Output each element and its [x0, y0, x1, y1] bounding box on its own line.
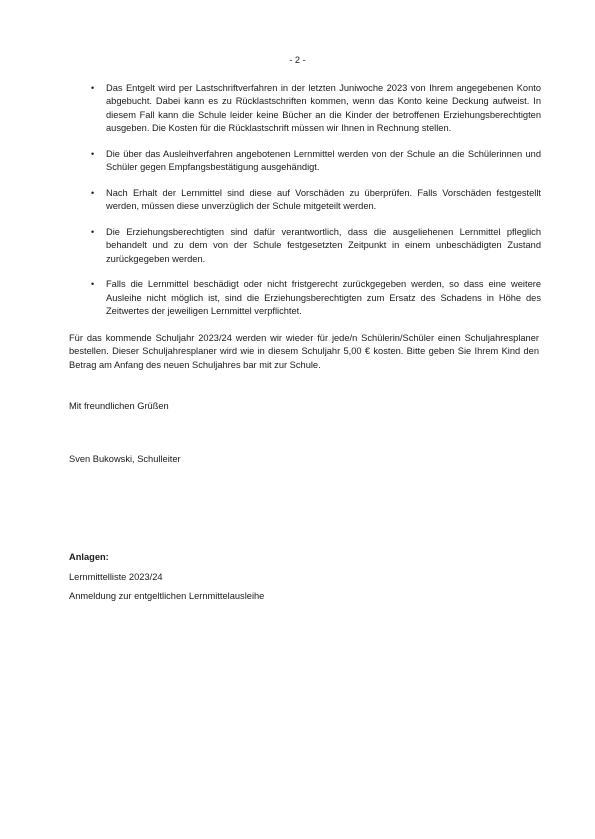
list-item: [91, 187, 541, 214]
signature: Sven Bukowski, Schulleiter: [69, 454, 181, 464]
attachments-title: Anlagen:: [69, 552, 109, 562]
page-number: - 2 -: [289, 55, 306, 65]
bullet-icon: •: [91, 279, 95, 290]
list-item: [91, 278, 541, 318]
schuljahresplaner-paragraph: Für das kommende Schuljahr 2023/24 werden wir wieder für jede/n Schülerin/Schüler einen Schuljahresplaner bestellen. Dieser Schuljahresplaner wird wie in diesem Schuljahr 5,00 € kosten. Bitte geben Sie Ihrem Kind den Betrag am Anfang des neuen Schuljahres bar mit zur Schule.: [69, 333, 539, 370]
bullet-icon: •: [91, 148, 95, 159]
bullet-list: [91, 82, 541, 331]
list-item-text: Das Entgelt wird per Lastschriftverfahren in der letzten Juniwoche 2023 von Ihrem angegebenen Konto abgebucht. Dabei kann es zu Rücklastschriften kommen, wenn das Konto keine Deckung aufweist. In diesem Fall kann die Schule leider keine Bücher an die Kinder der betroffenen Erziehungsberechtigten ausgeben. Die Kosten für die Rücklastschrift müssen wir Ihnen in Rechnung stellen.: [106, 83, 541, 134]
list-item: [91, 148, 541, 175]
list-item-text: Die Erziehungsberechtigten sind dafür verantwortlich, dass die ausgeliehenen Lernmittel pfleglich behandelt und zu dem von der Schule festgesetzten Zeitpunkt in einem unbeschädigten Zustand zurückgegeben werden.: [106, 226, 541, 264]
list-item: [91, 226, 541, 266]
list-item-text: Die über das Ausleihverfahren angebotenen Lernmittel werden von der Schule an die Schülerinnen und Schüler gegen Empfangsbestätigung ausgehändigt.: [106, 148, 541, 173]
bullet-icon: •: [91, 83, 95, 93]
closing-greeting: Mit freundlichen Grüßen: [69, 401, 169, 411]
attachment-item: Lernmittelliste 2023/24: [69, 572, 163, 582]
bullet-icon: •: [91, 226, 95, 237]
bullet-icon: •: [91, 187, 95, 198]
list-item: [91, 82, 541, 136]
attachment-item: Anmeldung zur entgeltlichen Lernmittelausleihe: [69, 591, 265, 601]
list-item-text: Falls die Lernmittel beschädigt oder nicht fristgerecht zurückgegeben werden, so dass eine weitere Ausleihe nicht möglich ist, sind die Erziehungsberechtigten zum Ersatz des Schadens in Höhe des Zeitwertes der jeweiligen Lernmittel verpflichtet.: [106, 279, 541, 317]
list-item-text: Nach Erhalt der Lernmittel sind diese auf Vorschäden zu überprüfen. Falls Vorschäden festgestellt werden, müssen diese unverzüglich der Schule mitgeteilt werden.: [106, 187, 541, 212]
